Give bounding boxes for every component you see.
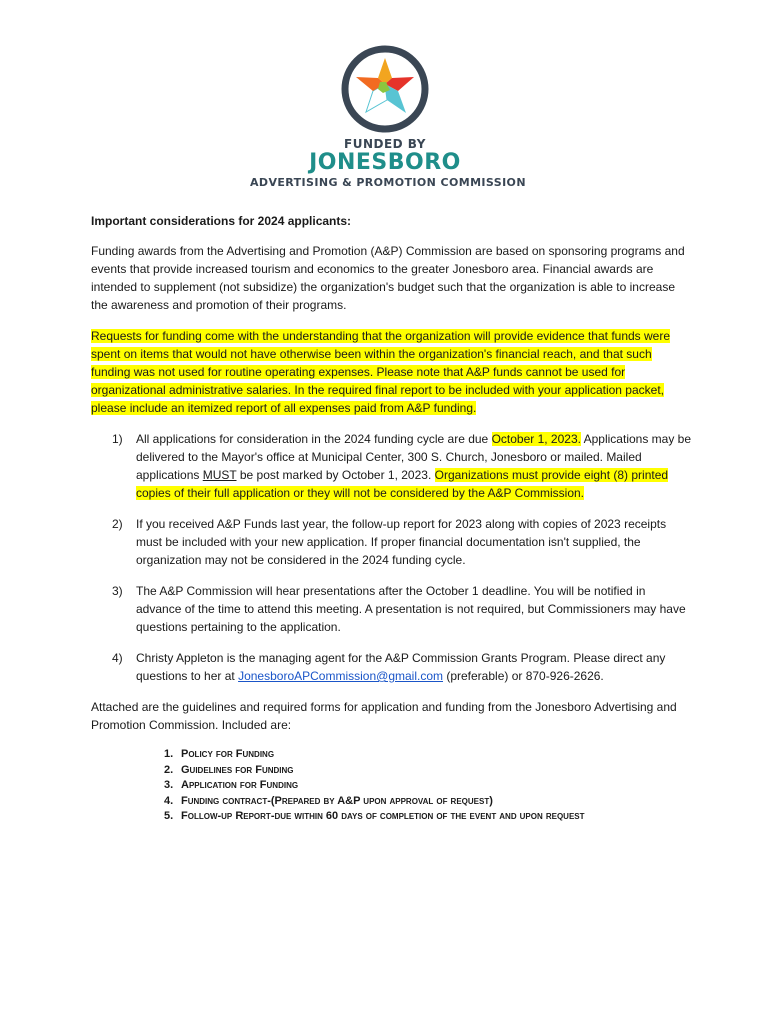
commission-logo bbox=[250, 44, 526, 194]
page-title: Important considerations for 2024 applicants: bbox=[91, 214, 352, 228]
item-text: The A&P Commission will hear presentations after the October 1 deadline. You will be notified in advance of the time to attend this meeting. A presentation is not required, but Commissioners may have questions pertaining to the application. bbox=[136, 584, 686, 634]
item-text: Christy Appleton is the managing agent for the A&P Commission Grants Program. Please direct any questions to her at bbox=[136, 651, 666, 683]
email-link[interactable]: JonesboroAPCommission@gmail.com bbox=[238, 669, 443, 683]
item-text: be post marked by October 1, 2023. bbox=[236, 468, 435, 482]
notice-paragraph bbox=[91, 327, 691, 417]
list-item bbox=[91, 515, 691, 569]
document-label: Funding contract-(Prepared by A&P upon approval of request) bbox=[181, 794, 493, 807]
item-number: 1) bbox=[112, 432, 123, 446]
logo-city: JONESBORO bbox=[309, 150, 461, 175]
document-label: Follow-up Report-due within 60 days of completion of the event and upon request bbox=[181, 810, 585, 822]
document-label: Guidelines for Funding bbox=[181, 763, 294, 776]
document-body bbox=[91, 212, 691, 825]
logo-commission: ADVERTISING & PROMOTION COMMISSION bbox=[250, 176, 526, 189]
star-logo-icon bbox=[340, 44, 430, 134]
document-item bbox=[164, 778, 691, 794]
item-text: Applications may be delivered to the Mayor's office at Municipal Center, 300 S. Church, Jonesboro or mailed. Mailed applications bbox=[136, 432, 692, 482]
item-text: (preferable) or 870-926-2626. bbox=[443, 669, 604, 683]
item-text: If you received A&P Funds last year, the follow-up report for 2023 along with copies of 2023 receipts must be included with your new application. If proper financial documentation isn't supplied, the organization may not be considered in the 2024 funding cycle. bbox=[136, 517, 667, 567]
document-item bbox=[164, 763, 691, 779]
copies-highlight: Organizations must provide eight (8) printed copies of their full application or they will not be considered by the A&P Commission. bbox=[136, 468, 669, 500]
item-number: 4) bbox=[112, 651, 123, 665]
item-number: 2) bbox=[112, 517, 123, 531]
list-item bbox=[91, 582, 691, 636]
list-item bbox=[91, 430, 691, 502]
document-item bbox=[164, 747, 691, 763]
intro-paragraph: Funding awards from the Advertising and Promotion (A&P) Commission are based on sponsoring programs and events that provide increased tourism and economics to the greater Jonesboro area. Financial awards are intended to supplement (not subsidize) the organization's budget such that the organization is able to increase the awareness and promotion of their programs. bbox=[91, 244, 685, 312]
attached-paragraph: Attached are the guidelines and required forms for application and funding from the Jonesboro Advertising and Promotion Commission. Included are: bbox=[91, 700, 677, 732]
considerations-list bbox=[91, 430, 691, 685]
document-number: 5. bbox=[164, 810, 174, 822]
deadline-highlight: October 1, 2023. bbox=[491, 432, 581, 446]
logo-funded-by: FUNDED BY bbox=[344, 137, 426, 151]
item-number: 3) bbox=[112, 584, 123, 598]
document-label: Application for Funding bbox=[181, 779, 299, 791]
documents-list bbox=[91, 747, 691, 825]
document-number: 2. bbox=[164, 763, 174, 776]
document-number: 4. bbox=[164, 794, 174, 807]
list-item bbox=[91, 649, 691, 685]
highlighted-notice: Requests for funding come with the understanding that the organization will provide evidence that funds were spent on items that would not have otherwise been within the organization's financial reach, and that such funding was not used for routine operating expenses. Please note that A&P funds cannot be used for organizational administrative salaries. In the required final report to be included with your application packet, please include an itemized report of all expenses paid from A&P funding. bbox=[91, 329, 671, 415]
document-label: Policy for Funding bbox=[181, 748, 275, 760]
must-underline: MUST bbox=[202, 468, 237, 482]
document-number: 1. bbox=[164, 748, 174, 760]
document-item bbox=[164, 809, 691, 825]
item-text: All applications for consideration in the 2024 funding cycle are due bbox=[136, 432, 492, 446]
document-item bbox=[164, 794, 691, 810]
document-number: 3. bbox=[164, 779, 174, 791]
